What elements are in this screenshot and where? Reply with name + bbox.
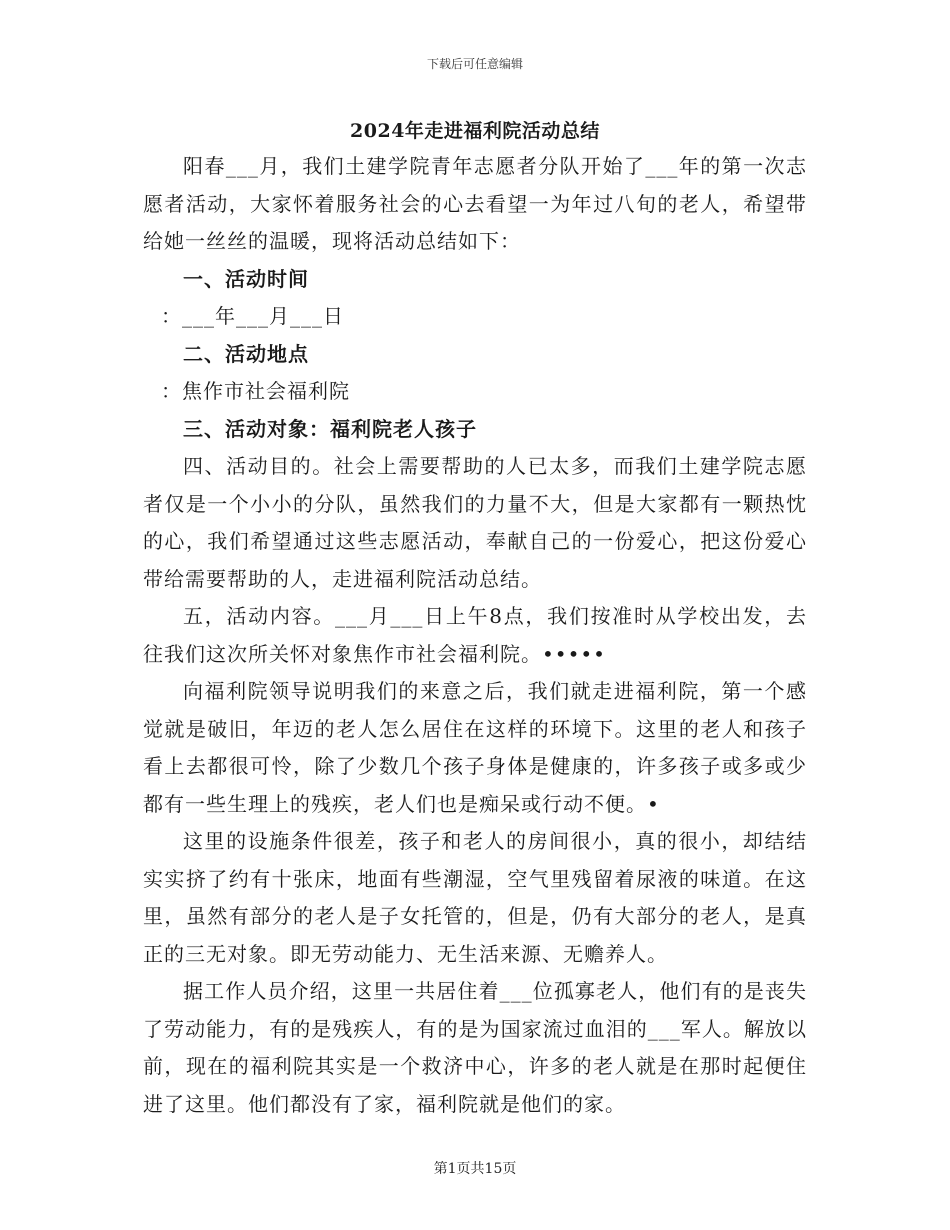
document-title: 2024年走进福利院活动总结 <box>350 120 600 142</box>
heading-activity-target: 三、活动对象：福利院老人孩子 <box>183 416 477 441</box>
document-body <box>143 148 807 1123</box>
paragraph-intro: 阳春___月，我们土建学院青年志愿者分队开始了___年的第一次志愿者活动，大家怀着服务社会的心去看望一为年过八旬的老人，希望带给她一丝丝的温暖，现将活动总结如下： <box>143 154 807 253</box>
paragraph-facilities: 这里的设施条件很差，孩子和老人的房间很小，真的很小，却结结实实挤了约有十张床，地面有些潮湿，空气里残留着尿液的味道。在这里，虽然有部分的老人是子女托管的，但是，仍有大部分的老人，是真正的三无对象。即无劳动能力、无生活来源、无赡养人。 <box>143 829 807 966</box>
heading-activity-time: 一、活动时间 <box>183 266 309 291</box>
activity-location-value: ：焦作市社会福利院 <box>161 379 350 403</box>
activity-time-value: ：___年___月___日 <box>161 304 344 328</box>
paragraph-purpose: 四、活动目的。社会上需要帮助的人已太多，而我们土建学院志愿者仅是一个小小的分队，虽然我们的力量不大，但是大家都有一颗热忱的心，我们希望通过这些志愿活动，奉献自己的一份爱心，把这份爱心带给需要帮助的人，走进福利院活动总结。 <box>143 454 807 591</box>
paragraph-first-impression: 向福利院领导说明我们的来意之后，我们就走进福利院，第一个感觉就是破旧，年迈的老人怎么居住在这样的环境下。这里的老人和孩子看上去都很可怜，除了少数几个孩子身体是健康的，许多孩子或多或少都有一些生理上的残疾，老人们也是痴呆或行动不便。• <box>143 679 807 816</box>
page-number: 第1页共15页 <box>433 1161 517 1177</box>
top-note: 下载后可任意编辑 <box>426 57 523 71</box>
paragraph-residents: 据工作人员介绍，这里一共居住着___位孤寡老人，他们有的是丧失了劳动能力，有的是残疾人，有的是为国家流过血泪的___军人。解放以前，现在的福利院其实是一个救济中心，许多的老人就是在那时起便住进了这里。他们都没有了家，福利院就是他们的家。 <box>143 979 807 1116</box>
paragraph-content: 五，活动内容。___月___日上午8点，我们按准时从学校出发，去往我们这次所关怀对象焦作市社会福利院。••••• <box>143 604 807 666</box>
heading-activity-location: 二、活动地点 <box>183 341 309 366</box>
